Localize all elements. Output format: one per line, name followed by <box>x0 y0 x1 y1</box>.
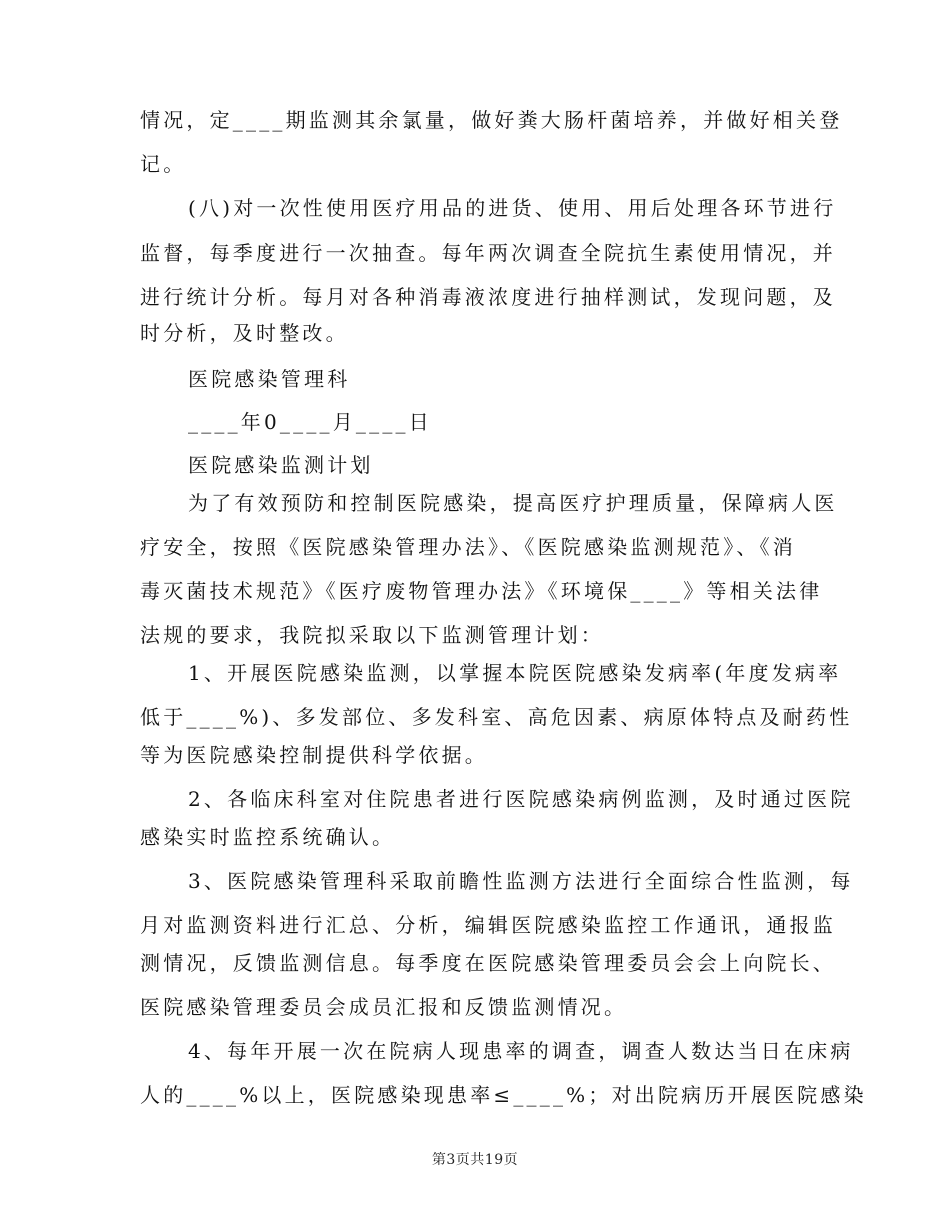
signature-date: ____年0____月____日 <box>188 410 432 434</box>
paragraph-line: 3、医院感染管理科采取前瞻性监测方法进行全面综合性监测，每 <box>188 869 854 893</box>
paragraph-line: 为了有效预防和控制医院感染，提高医疗护理质量，保障病人医 <box>188 491 838 515</box>
paragraph-line: 时分析，及时整改。 <box>140 321 349 345</box>
paragraph-line: 1、开展医院感染监测，以掌握本院医院感染发病率(年度发病率 <box>188 661 842 685</box>
paragraph-line: 人的____%以上，医院感染现患率≤____%；对出院病历开展医院感染 <box>140 1083 867 1107</box>
page-number: 第3页共19页 <box>431 1152 519 1168</box>
signature-department: 医院感染管理科 <box>188 367 351 391</box>
paragraph-line: 情况，定____期监测其余氯量，做好粪大肠杆菌培养，并做好相关登 <box>140 108 843 132</box>
paragraph-line: 医院感染管理委员会成员汇报和反馈监测情况。 <box>140 995 628 1019</box>
paragraph-line: 毒灭菌技术规范》《医疗废物管理办法》《环境保____》等相关法律 <box>140 579 823 603</box>
paragraph-line: 感染实时监控系统确认。 <box>140 825 396 849</box>
section-title: 医院感染监测计划 <box>188 453 374 477</box>
paragraph-line: 法规的要求，我院拟采取以下监测管理计划： <box>140 623 604 647</box>
paragraph-line: 记。 <box>140 152 187 176</box>
paragraph-line: 4、每年开展一次在院病人现患率的调查，调查人数达当日在床病 <box>188 1039 854 1063</box>
paragraph-line: 进行统计分析。每月对各种消毒液浓度进行抽样测试，发现问题，及 <box>140 285 836 309</box>
paragraph-line: 等为医院感染控制提供科学依据。 <box>140 743 488 767</box>
paragraph-line: 月对监测资料进行汇总、分析，编辑医院感染监控工作通讯，通报监 <box>140 913 836 937</box>
paragraph-line: 监督，每季度进行一次抽查。每年两次调查全院抗生素使用情况，并 <box>140 241 836 265</box>
paragraph-line: (八)对一次性使用医疗用品的进货、使用、用后处理各环节进行 <box>188 196 837 220</box>
paragraph-line: 低于____%)、多发部位、多发科室、高危因素、病原体特点及耐药性 <box>140 705 853 729</box>
paragraph-line: 测情况，反馈监测信息。每季度在医院感染管理委员会会上向院长、 <box>140 951 836 975</box>
paragraph-line: 2、各临床科室对住院患者进行医院感染病例监测，及时通过医院 <box>188 787 854 811</box>
paragraph-line: 疗安全，按照《医院感染管理办法》、《医院感染监测规范》、《消 <box>140 535 796 559</box>
